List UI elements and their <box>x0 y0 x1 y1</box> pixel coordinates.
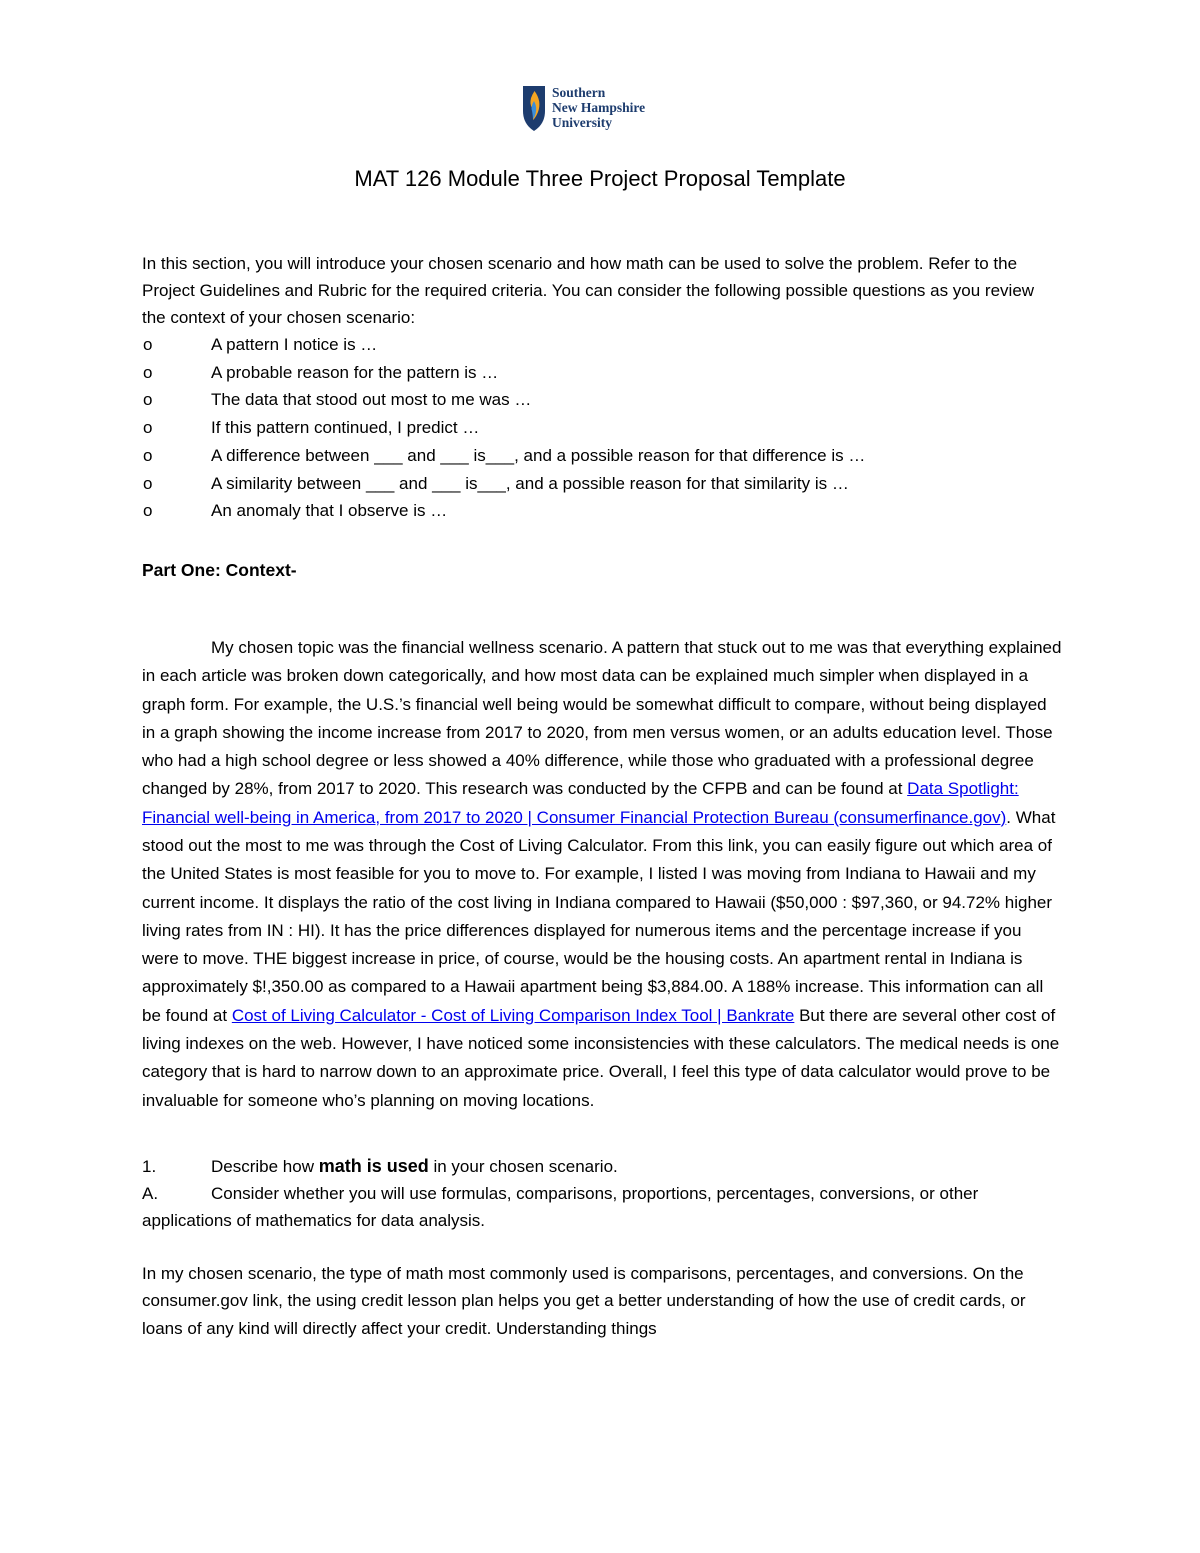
bullet: o <box>143 335 153 354</box>
document-body <box>142 250 1062 1342</box>
bullet: o <box>143 445 153 465</box>
list-item <box>142 497 1062 525</box>
item-text-before: Describe how <box>211 1156 319 1176</box>
item-a-text: Consider whether you will use formulas, comparisons, proportions, percentages, conversions, or other applications of mathematics for data analysis. <box>142 1183 979 1230</box>
cfpb-data-spotlight-link[interactable]: Data Spotlight: Financial well-being in America, from 2017 to 2020 | Consumer Financial Protection Bureau (consumerfinance.gov) <box>142 779 1019 827</box>
item-text-after: in your chosen scenario. <box>428 1156 618 1176</box>
bankrate-calculator-link[interactable]: Cost of Living Calculator - Cost of Living Comparison Index Tool | Bankrate <box>231 1005 795 1025</box>
item-letter: A. <box>142 1183 159 1203</box>
question-text: The data that stood out most to me was … <box>211 390 532 410</box>
question-text: If this pattern continued, I predict … <box>211 418 480 438</box>
context-paragraph <box>142 634 1062 1115</box>
list-item <box>142 442 1062 470</box>
list-item <box>142 386 1062 414</box>
bullet: o <box>143 362 153 382</box>
item-a <box>142 1180 1062 1234</box>
context-text-2: . What stood out the most to me was through the Cost of Living Calculator. From this link, you can easily figure out which area of the United States is most feasible for you to move to. For example, I listed I was moving from Indiana to Hawaii and my current income. It displays the ratio of the cost living in Indiana compared to Hawaii ($50,000 : $97,360, or 94.72% higher living rates from IN : HI). It has the price differences displayed for numerous items and the percentage increase if you were to move. THE biggest increase in price, of course, would be the housing costs. An apartment rental in Indiana is approximately $!,350.00 as compared to a Hawaii apartment being $3,884.00. A 188% increase. This information can all be found at <box>142 807 1056 1025</box>
list-item <box>142 414 1062 442</box>
item-number: 1. <box>142 1156 157 1176</box>
logo-line-1: Southern <box>552 85 606 100</box>
flame-shield-icon <box>522 84 546 132</box>
intro-paragraph: In this section, you will introduce your chosen scenario and how math can be used to solve the problem. Refer to the Project Guidelines and Rubric for the required criteria. You can consider the following possible questions as you review the context of your chosen scenario: <box>142 254 1035 327</box>
document-title: MAT 126 Module Three Project Proposal Template <box>354 166 846 191</box>
context-text-1: My chosen topic was the financial wellness scenario. A pattern that stuck out to me was that everything explained in each article was broken down categorically, and how most data can be explained much simpler when displayed in a graph form. For example, the U.S.’s financial well being would be somewhat difficult to compare, without being displayed in a graph showing the income increase from 2017 to 2020, from men versus women, or an adults education level. Those who had a high school degree or less showed a 40% difference, while those who graduated with a professional degree changed by 28%, from 2017 to 2020. This research was conducted by the CFPB and can be found at <box>142 637 1062 799</box>
logo-line-2: New Hampshire <box>552 100 646 115</box>
question-text: A similarity between ___ and ___ is___, and a possible reason for that similarity is … <box>211 473 849 493</box>
list-item <box>142 331 1062 359</box>
bullet: o <box>143 473 153 493</box>
question-text: A difference between ___ and ___ is___, and a possible reason for that difference is … <box>211 445 866 465</box>
question-text: A probable reason for the pattern is … <box>211 362 499 382</box>
question-text: A pattern I notice is … <box>211 335 378 354</box>
university-logo <box>522 84 682 134</box>
final-paragraph: In my chosen scenario, the type of math most commonly used is comparisons, percentages, and conversions. On the consumer.gov link, the using credit lesson plan helps you get a better understanding of how the use of credit cards, or loans of any kind will directly affect your credit. Understanding things <box>142 1263 1026 1338</box>
bullet: o <box>143 390 153 410</box>
item-bold-text: math is used <box>318 1155 429 1176</box>
logo-text <box>552 85 645 130</box>
context-text-3: But there are several other cost of living indexes on the web. However, I have noticed some inconsistencies with these calculators. The medical needs is one category that is hard to narrow down to an approximate price. Overall, I feel this type of data calculator would prove to be invaluable for someone who’s planning on moving locations. <box>142 1005 1060 1110</box>
list-item <box>142 359 1062 387</box>
part-one-heading: Part One: Context- <box>142 559 297 580</box>
bullet: o <box>143 501 153 521</box>
logo-line-3: University <box>552 115 612 130</box>
question-text: An anomaly that I observe is … <box>211 501 448 521</box>
list-item <box>142 470 1062 498</box>
numbered-section <box>142 1153 1062 1234</box>
item-1 <box>142 1153 1062 1180</box>
bullet: o <box>143 418 153 438</box>
question-list <box>142 331 1062 525</box>
